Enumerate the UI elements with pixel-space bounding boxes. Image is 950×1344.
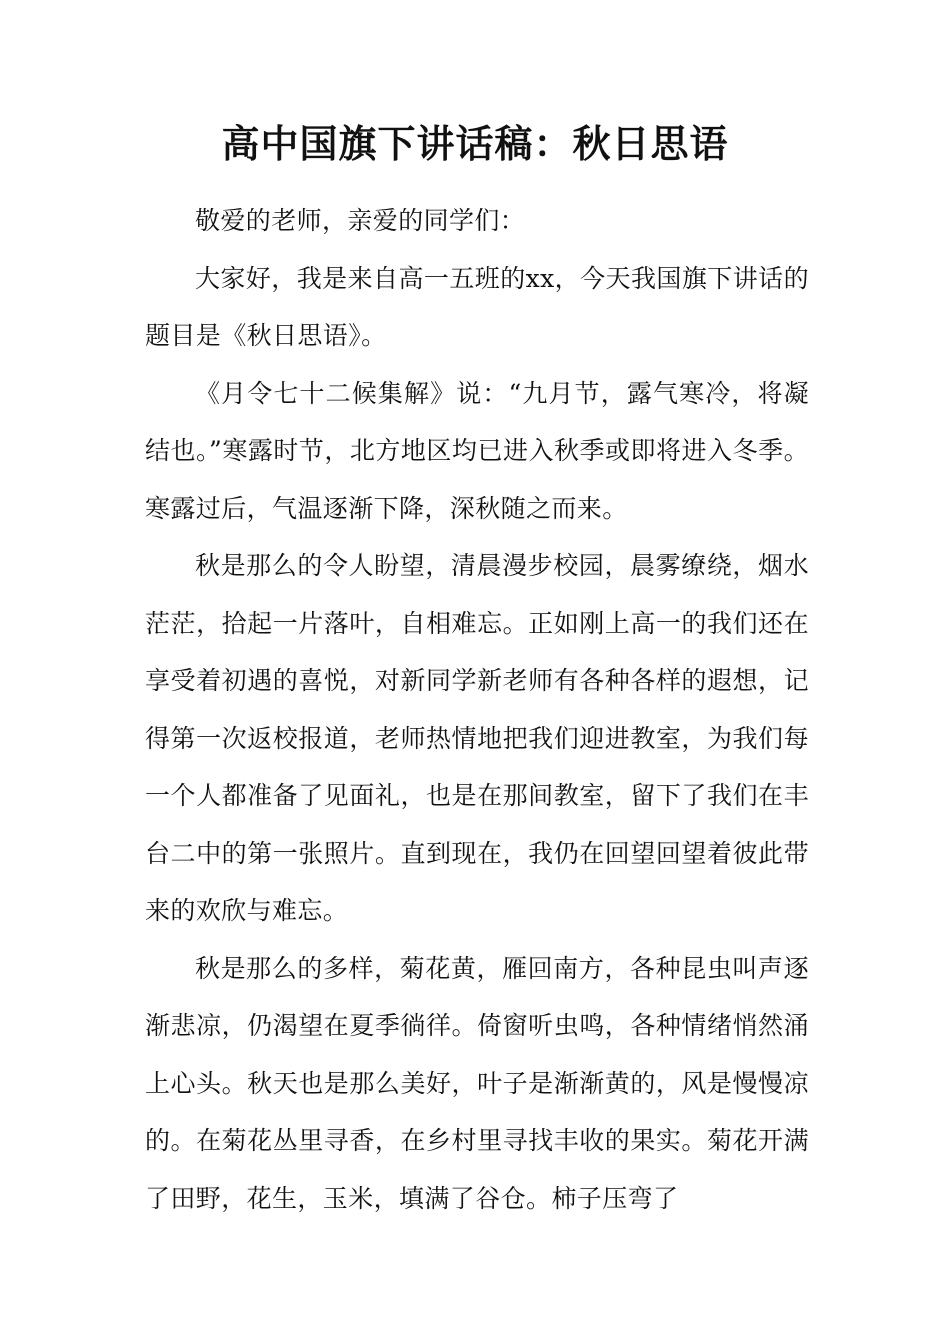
paragraph-autumn-variety: 秋是那么的多样，菊花黄，雁回南方，各种昆虫叫声逐渐悲凉，仍渴望在夏季徜徉。倚窗听虫鸣，各种情绪悄然涌上心头。秋天也是那么美好，叶子是渐渐黄的，风是慢慢凉的。在菊花丛里寻香，在乡村里寻找丰收的果实。菊花开满了田野，花生，玉米，填满了谷仓。柿子压弯了 [145,953,809,1213]
document-body [145,192,809,1227]
paragraph-greeting: 敬爱的老师，亲爱的同学们： [195,206,526,235]
paragraph-quote: 《月令七十二候集解》说：“九月节，露气寒冷，将凝结也。”寒露时节，北方地区均已进入秋季或即将进入冬季。寒露过后，气温逐渐下降，深秋随之而来。 [145,378,809,523]
paragraph-autumn-hope: 秋是那么的令人盼望，清晨漫步校园，晨雾缭绕，烟水茫茫，拾起一片落叶，自相难忘。正如刚上高一的我们还在享受着初遇的喜悦，对新同学新老师有各种各样的遐想，记得第一次返校报道，老师热情地把我们迎进教室，为我们每一个人都准备了见面礼，也是在那间教室，留下了我们在丰台二中的第一张照片。直到现在，我仍在回望回望着彼此带来的欢欣与难忘。 [145,551,809,925]
page-title: 高中国旗下讲话稿：秋日思语 [221,121,729,166]
paragraph-intro: 大家好，我是来自高一五班的xx，今天我国旗下讲话的题目是《秋日思语》。 [145,263,809,350]
